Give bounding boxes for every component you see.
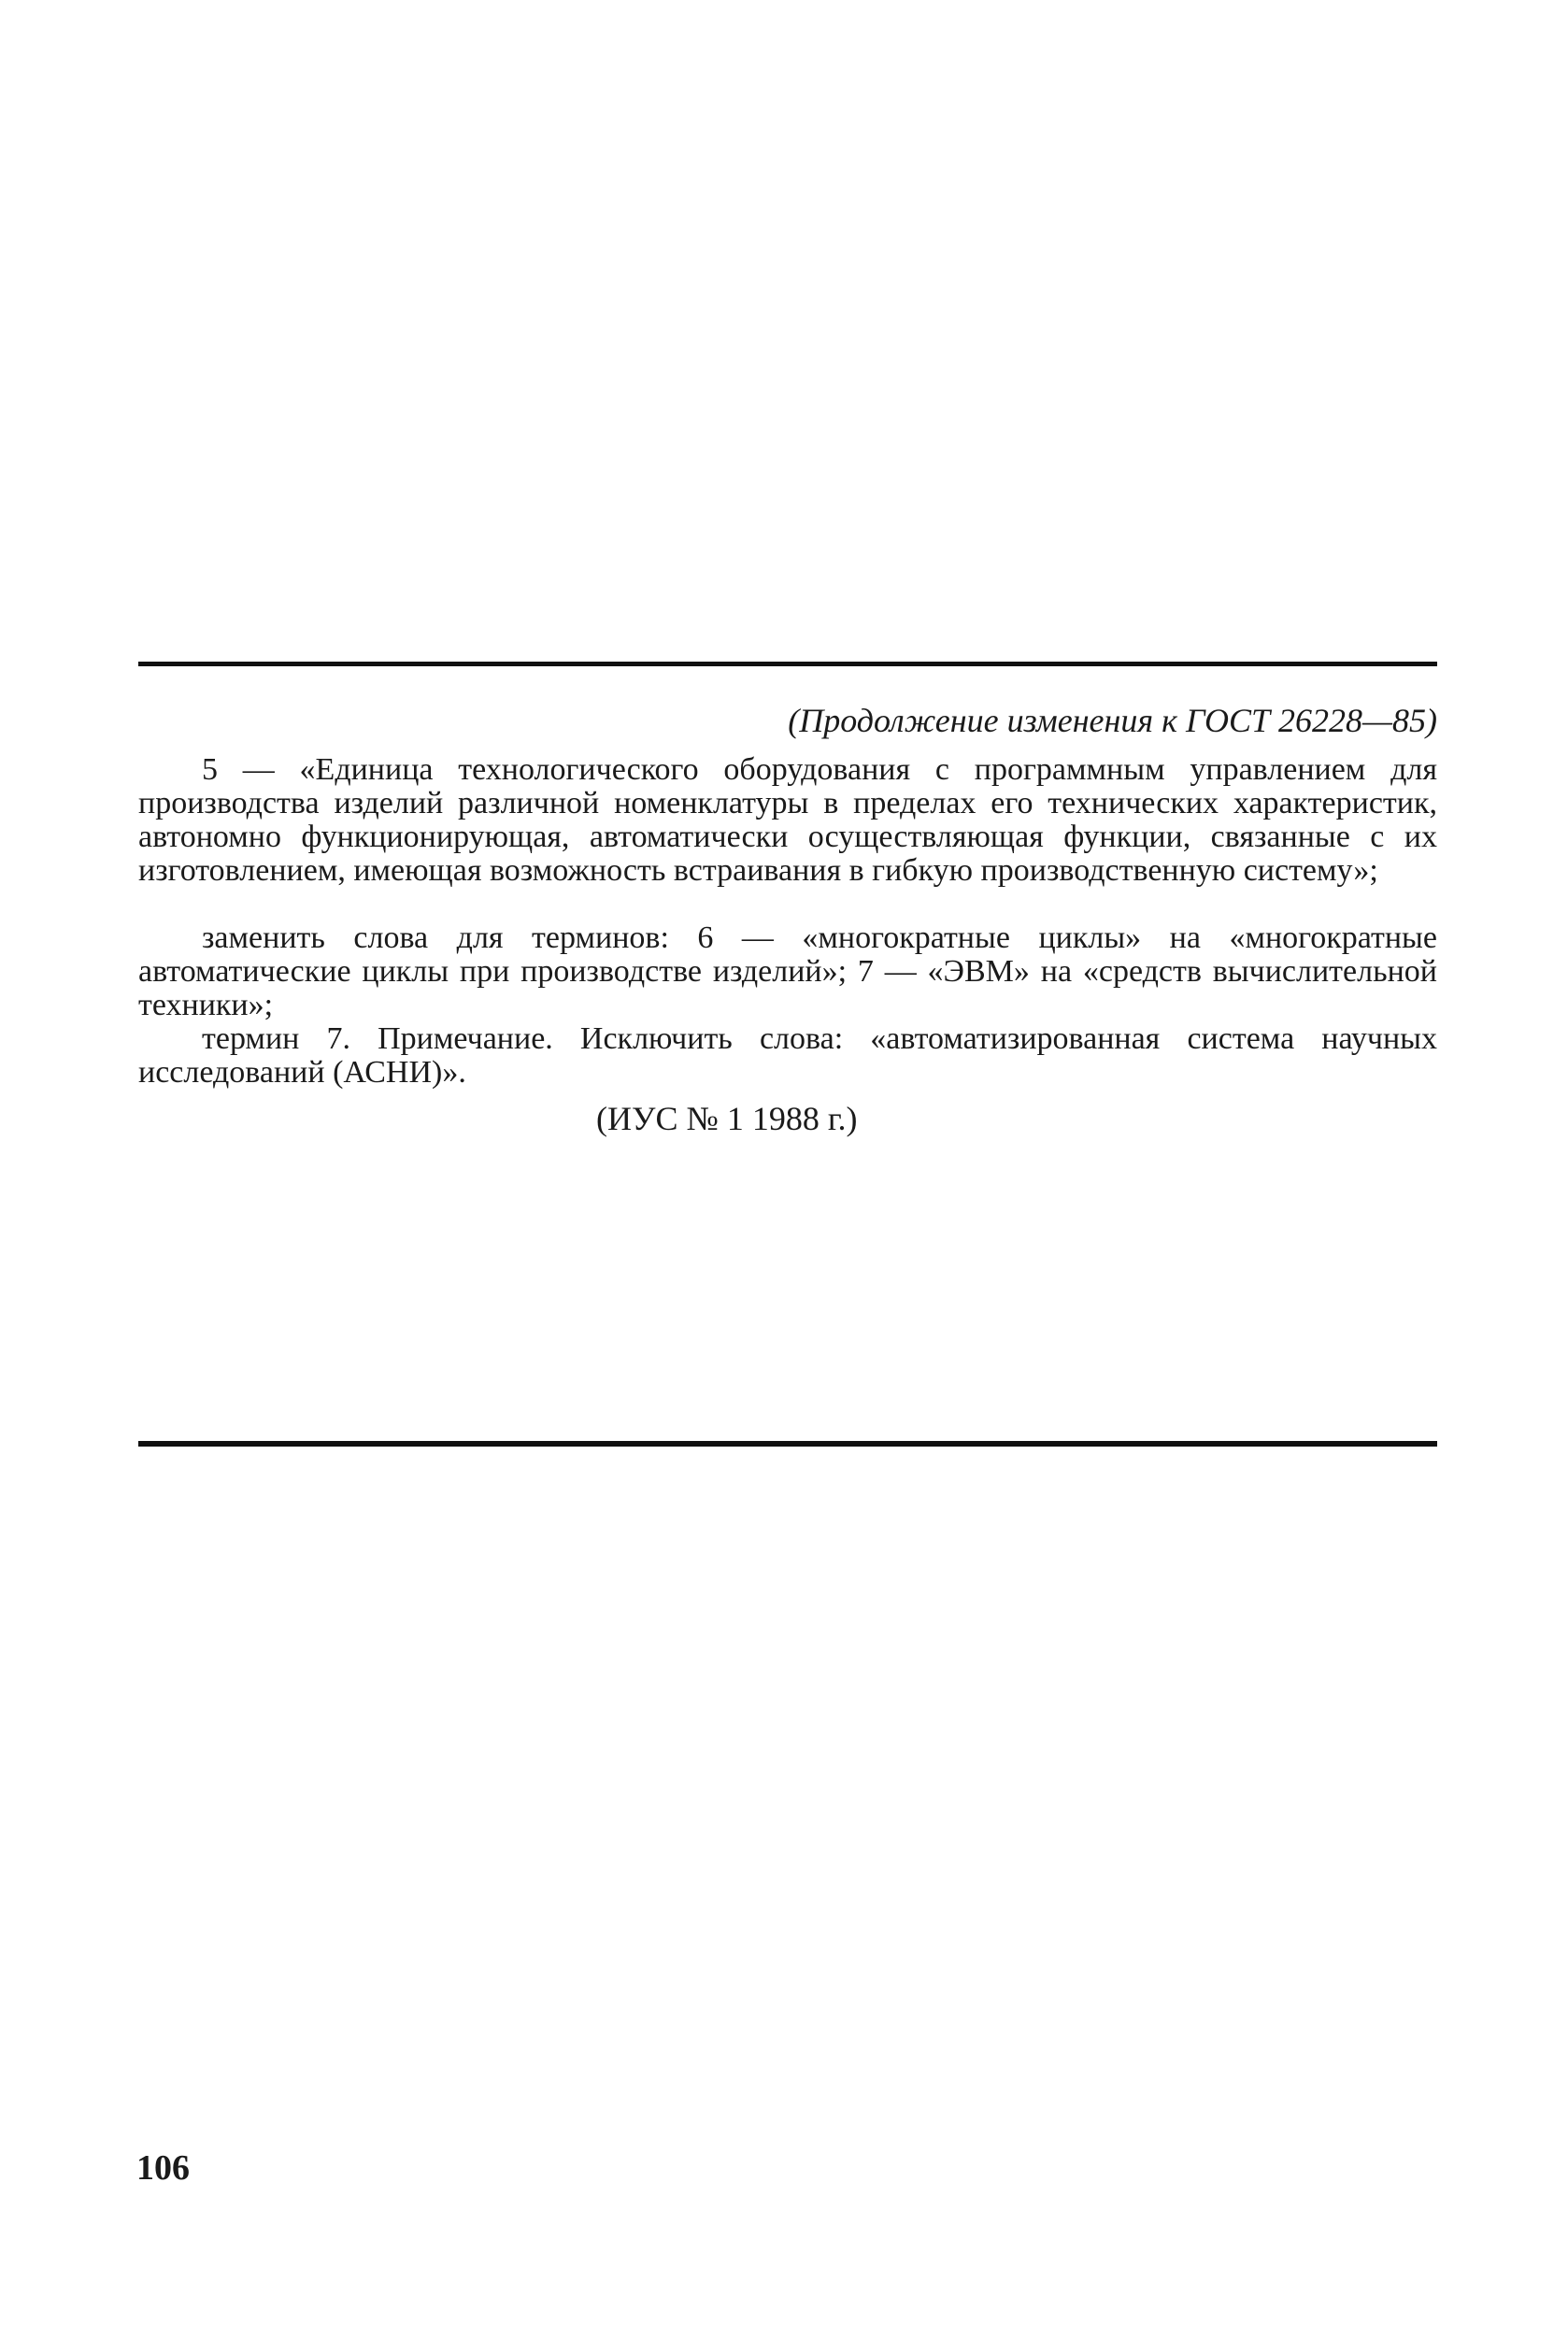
top-divider-rule — [138, 662, 1437, 666]
paragraph-term-5: 5 — «Единица технологического оборудования с программным управлением для производства изделий различной номенклатуры в пределах его технических характеристик, автономно функционирующая, автоматически осуществляющая функции, связанные с их изготовлением, имеющая возможность встраивания в гибкую производственную систему»; — [138, 752, 1437, 888]
page-number: 106 — [136, 2148, 190, 2188]
bottom-divider-rule — [138, 1441, 1437, 1447]
paragraph-term-7-note: термин 7. Примечание. Исключить слова: «автоматизированная система научных исследований (АСНИ)». — [138, 1021, 1437, 1090]
source-reference: (ИУС № 1 1988 г.) — [596, 1100, 858, 1137]
continuation-heading: (Продолжение изменения к ГОСТ 26228—85) — [788, 702, 1437, 739]
paragraph-replace-words: заменить слова для терминов: 6 — «многократные циклы» на «многократные автоматические циклы при производстве изделий»; 7 — «ЭВМ» на «средств вычислительной техники»; — [138, 920, 1437, 1022]
